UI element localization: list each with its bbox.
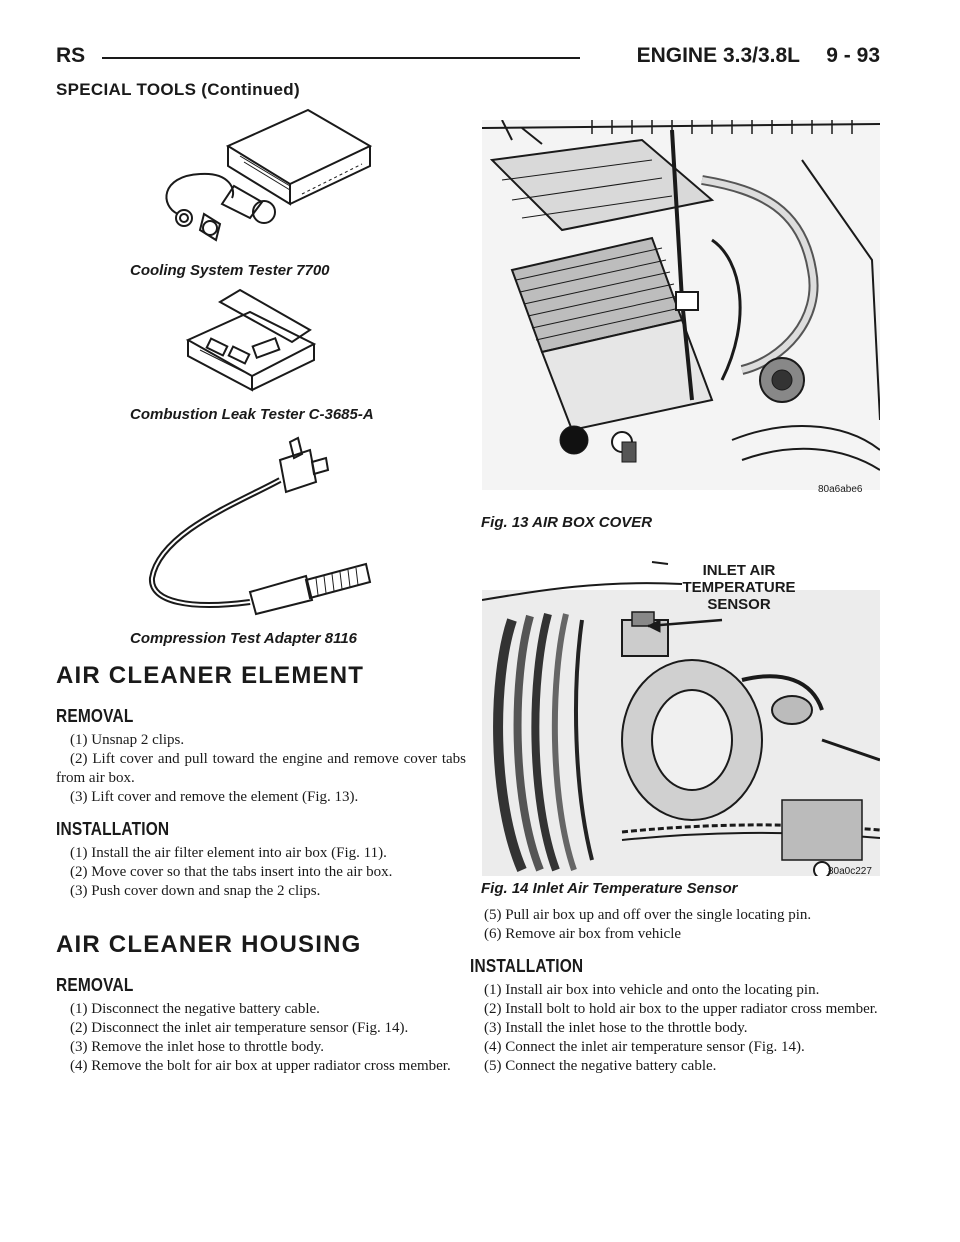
- element-installation-heading: INSTALLATION: [56, 819, 170, 839]
- fig14-caption: Fig. 14 Inlet Air Temperature Sensor: [481, 880, 738, 897]
- element-removal-heading: REMOVAL: [56, 706, 134, 726]
- step: (6) Remove air box from vehicle: [484, 926, 682, 942]
- step: (1) Disconnect the negative battery cable.: [70, 1001, 320, 1017]
- air-cleaner-housing-heading: AIR CLEANER HOUSING: [56, 931, 362, 958]
- tool-caption-compression-adapter: Compression Test Adapter 8116: [130, 630, 358, 647]
- step: (5) Connect the negative battery cable.: [484, 1058, 717, 1074]
- header-section-code: RS: [56, 44, 86, 67]
- label-line: TEMPERATURE: [682, 579, 796, 596]
- step: (2) Disconnect the inlet air temperature sensor (Fig. 14).: [70, 1020, 409, 1036]
- step: (1) Install the air filter element into air box (Fig. 11).: [70, 845, 387, 861]
- label-line: SENSOR: [707, 596, 771, 613]
- air-box-cover-illustration: [482, 120, 880, 490]
- tool-caption-cooling-tester: Cooling System Tester 7700: [130, 262, 330, 279]
- label-line: INLET AIR: [702, 562, 776, 579]
- step: (1) Unsnap 2 clips.: [70, 732, 185, 748]
- page-header: [56, 44, 880, 72]
- cooling-system-tester-illustration: [140, 106, 380, 256]
- step: (2) Lift cover and pull toward the engine and remove cover tabs from air box.: [56, 751, 466, 786]
- step: (3) Remove the inlet hose to throttle body.: [70, 1039, 324, 1055]
- right-column: [470, 906, 880, 1076]
- step: (2) Install bolt to hold air box to the upper radiator cross member.: [484, 1001, 878, 1017]
- housing-removal-heading: REMOVAL: [56, 975, 134, 995]
- compression-test-adapter-illustration: [130, 432, 390, 622]
- inlet-air-sensor-label: [664, 562, 814, 613]
- housing-installation-heading: INSTALLATION: [470, 956, 584, 976]
- step: (4) Connect the inlet air temperature sensor (Fig. 14).: [484, 1039, 805, 1055]
- step: (2) Move cover so that the tabs insert into the air box.: [70, 864, 393, 880]
- tool-caption-leak-tester: Combustion Leak Tester C-3685-A: [130, 406, 374, 423]
- step: (5) Pull air box up and off over the single locating pin.: [484, 907, 812, 923]
- left-column: [56, 662, 466, 1076]
- combustion-leak-tester-illustration: [180, 284, 330, 392]
- air-cleaner-element-heading: AIR CLEANER ELEMENT: [56, 662, 365, 689]
- fig13-code: 80a6abe6: [818, 484, 863, 495]
- fig13-caption: Fig. 13 AIR BOX COVER: [481, 514, 653, 531]
- page-number: 9 - 93: [826, 44, 880, 67]
- step: (4) Remove the bolt for air box at upper radiator cross member.: [70, 1058, 451, 1074]
- step: (1) Install air box into vehicle and onto the locating pin.: [484, 982, 820, 998]
- header-rule: [102, 57, 580, 59]
- step: (3) Lift cover and remove the element (Fig. 13).: [70, 789, 359, 805]
- step: (3) Install the inlet hose to the throttle body.: [484, 1020, 748, 1036]
- header-title: ENGINE 3.3/3.8L: [636, 44, 800, 67]
- step: (3) Push cover down and snap the 2 clips.: [70, 883, 321, 899]
- fig14-code: 80a0c227: [828, 866, 872, 877]
- special-tools-heading: SPECIAL TOOLS (Continued): [56, 80, 300, 99]
